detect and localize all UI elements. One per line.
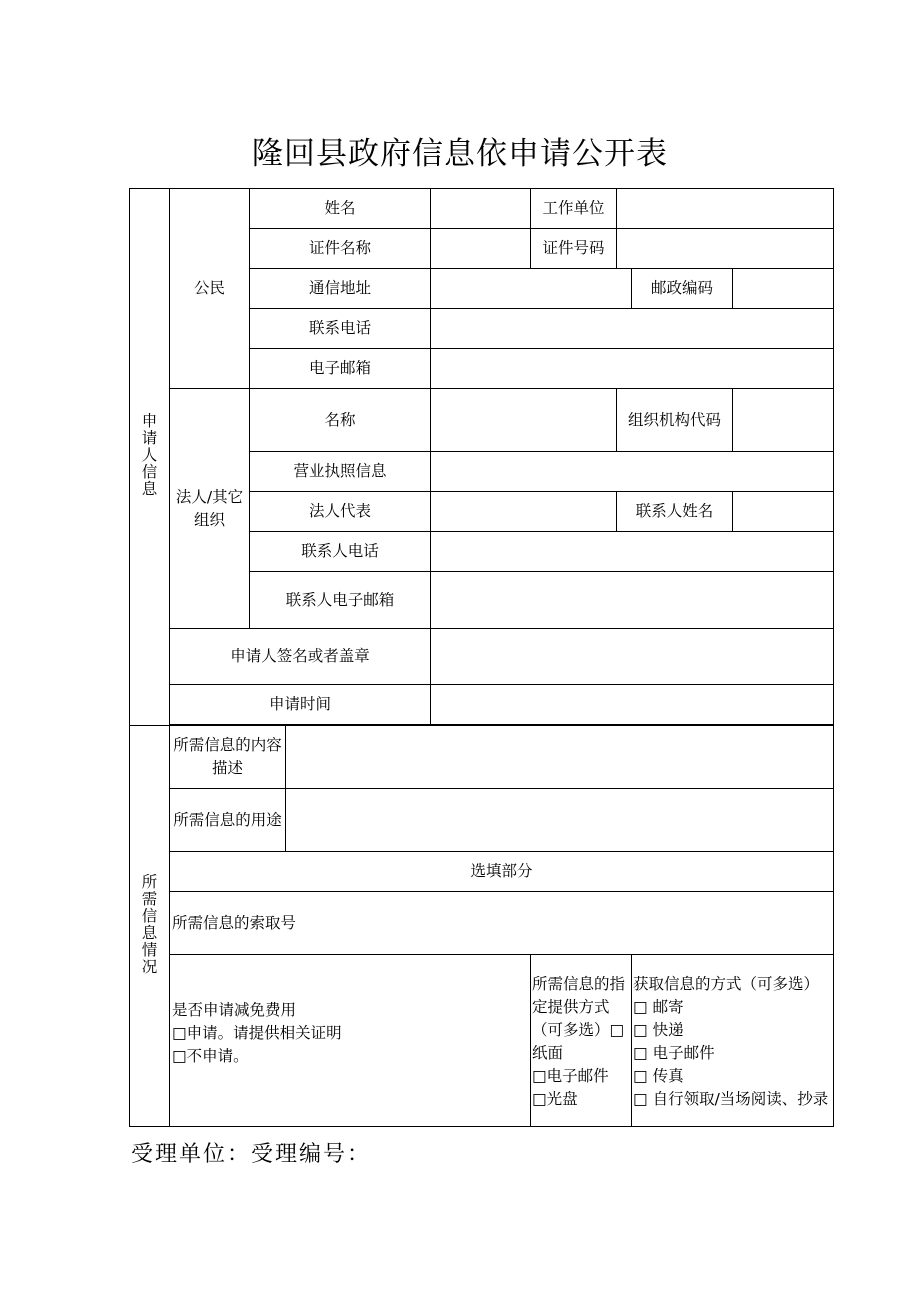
work-unit-label: 工作单位 — [531, 189, 617, 229]
application-form-table — [129, 188, 834, 1127]
id-name-label: 证件名称 — [250, 229, 431, 269]
obtain-email-checkbox[interactable]: □ 电子邮件 — [633, 1044, 715, 1062]
purpose-field[interactable] — [286, 789, 834, 852]
id-number-field[interactable] — [617, 229, 834, 269]
email-label: 电子邮箱 — [250, 349, 431, 389]
phone-label: 联系电话 — [250, 309, 431, 349]
optional-section-header: 选填部分 — [170, 852, 834, 892]
content-desc-field[interactable] — [286, 726, 834, 789]
fee-apply-checkbox[interactable]: □申请。请提供相关证明 — [172, 1024, 342, 1042]
id-name-field[interactable] — [431, 229, 531, 269]
acceptance-footer: 受理单位：受理编号： — [131, 1142, 372, 1167]
org-label: 法人/其它组织 — [170, 389, 250, 629]
purpose-label: 所需信息的用途 — [170, 789, 286, 852]
org-name-label: 名称 — [250, 389, 431, 452]
obtain-fax-checkbox[interactable]: □ 传真 — [633, 1067, 684, 1085]
name-field[interactable] — [431, 189, 531, 229]
signature-label: 申请人签名或者盖章 — [170, 629, 431, 685]
provide-method-heading: 所需信息的指定提供方式（可多选）□纸面 — [532, 975, 626, 1062]
signature-field[interactable] — [431, 629, 834, 685]
license-field[interactable] — [431, 452, 834, 492]
fee-waiver-cell — [170, 955, 531, 1127]
apply-time-field[interactable] — [431, 685, 834, 725]
obtain-mail-checkbox[interactable]: □ 邮寄 — [633, 998, 684, 1016]
obtain-express-checkbox[interactable]: □ 快递 — [633, 1021, 684, 1039]
postcode-label: 邮政编码 — [632, 269, 733, 309]
index-number-label: 所需信息的索取号 — [170, 892, 834, 955]
name-label: 姓名 — [250, 189, 431, 229]
obtain-method-cell — [632, 955, 834, 1127]
id-number-label: 证件号码 — [531, 229, 617, 269]
phone-field[interactable] — [431, 309, 834, 349]
provide-method-cell — [531, 955, 632, 1127]
contact-name-field[interactable] — [733, 492, 834, 532]
contact-phone-label: 联系人电话 — [250, 532, 431, 572]
citizen-label: 公民 — [170, 189, 250, 389]
provide-email-checkbox[interactable]: □电子邮件 — [532, 1067, 609, 1085]
applicant-section-label: 申请人信息 — [130, 189, 170, 726]
org-code-field[interactable] — [733, 389, 834, 452]
apply-time-label: 申请时间 — [170, 685, 431, 725]
page-title: 隆回县政府信息依申请公开表 — [252, 136, 668, 172]
contact-email-label: 联系人电子邮箱 — [250, 572, 431, 629]
email-field[interactable] — [431, 349, 834, 389]
obtain-method-heading: 获取信息的方式（可多选） — [633, 975, 820, 993]
postcode-field[interactable] — [733, 269, 834, 309]
fee-waiver-heading: 是否申请减免费用 — [172, 1001, 297, 1019]
info-section-label: 所需信息情况 — [130, 726, 170, 1127]
contact-name-label: 联系人姓名 — [617, 492, 733, 532]
license-label: 营业执照信息 — [250, 452, 431, 492]
fee-not-apply-checkbox[interactable]: □不申请。 — [172, 1047, 249, 1065]
contact-email-field[interactable] — [431, 572, 834, 629]
legal-rep-label: 法人代表 — [250, 492, 431, 532]
address-field[interactable] — [431, 269, 632, 309]
legal-rep-field[interactable] — [431, 492, 617, 532]
work-unit-field[interactable] — [617, 189, 834, 229]
obtain-self-pickup-checkbox[interactable]: □ 自行领取/当场阅读、抄录 — [633, 1090, 829, 1108]
contact-phone-field[interactable] — [431, 532, 834, 572]
org-name-field[interactable] — [431, 389, 617, 452]
content-desc-label: 所需信息的内容描述 — [170, 726, 286, 789]
org-code-label: 组织机构代码 — [617, 389, 733, 452]
provide-disc-checkbox[interactable]: □光盘 — [532, 1090, 578, 1108]
address-label: 通信地址 — [250, 269, 431, 309]
